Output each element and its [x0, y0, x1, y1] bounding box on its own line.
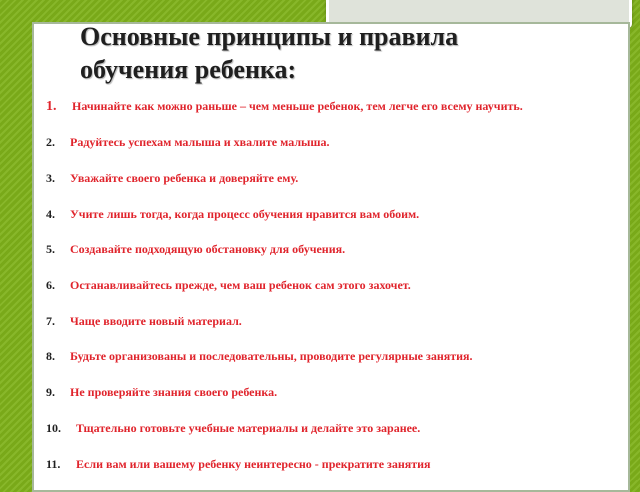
- rule-item: [46, 456, 626, 472]
- rule-number: 9.: [46, 385, 55, 399]
- rule-item: [46, 420, 626, 436]
- rule-number: 2.: [46, 135, 55, 149]
- rule-number: 11.: [46, 457, 61, 471]
- rule-item: [46, 348, 626, 364]
- rule-item: [46, 384, 626, 400]
- title-line-1: Основные принципы и правила: [80, 22, 459, 51]
- rule-number: 5.: [46, 242, 55, 256]
- rule-number: 1.: [46, 99, 57, 114]
- rule-text: Будьте организованы и последовательны, проводите регулярные занятия.: [70, 349, 473, 363]
- rule-text: Радуйтесь успехам малыша и хвалите малыша.: [70, 135, 330, 149]
- rule-text: Не проверяйте знания своего ребенка.: [70, 385, 278, 399]
- rule-number: 10.: [46, 421, 61, 435]
- rule-item: [46, 277, 626, 293]
- rule-text: Создавайте подходящую обстановку для обучения.: [70, 242, 346, 256]
- rule-text: Учите лишь тогда, когда процесс обучения нравится вам обоим.: [70, 207, 420, 221]
- rule-item: [46, 313, 626, 329]
- rule-text: Начинайте как можно раньше – чем меньше ребенок, тем легче его всему научить.: [72, 99, 523, 113]
- rule-text: Чаще вводите новый материал.: [70, 314, 242, 328]
- rule-number: 6.: [46, 278, 55, 292]
- rule-item: [46, 241, 626, 257]
- rule-item: [46, 134, 626, 150]
- rule-text: Тщательно готовьте учебные материалы и делайте это заранее.: [76, 421, 421, 435]
- rule-number: 7.: [46, 314, 55, 328]
- rule-item: [46, 98, 626, 115]
- rule-text: Останавливайтесь прежде, чем ваш ребенок сам этого захочет.: [70, 278, 411, 292]
- rule-number: 4.: [46, 207, 55, 221]
- rule-number: 3.: [46, 171, 55, 185]
- slide-title: [80, 20, 560, 86]
- rule-item: [46, 206, 626, 222]
- rule-number: 8.: [46, 349, 55, 363]
- rule-text: Если вам или вашему ребенку неинтересно - прекратите занятия: [76, 457, 431, 471]
- rule-item: [46, 170, 626, 186]
- title-line-2: обучения ребенка:: [80, 55, 297, 84]
- rule-text: Уважайте своего ребенка и доверяйте ему.: [70, 171, 299, 185]
